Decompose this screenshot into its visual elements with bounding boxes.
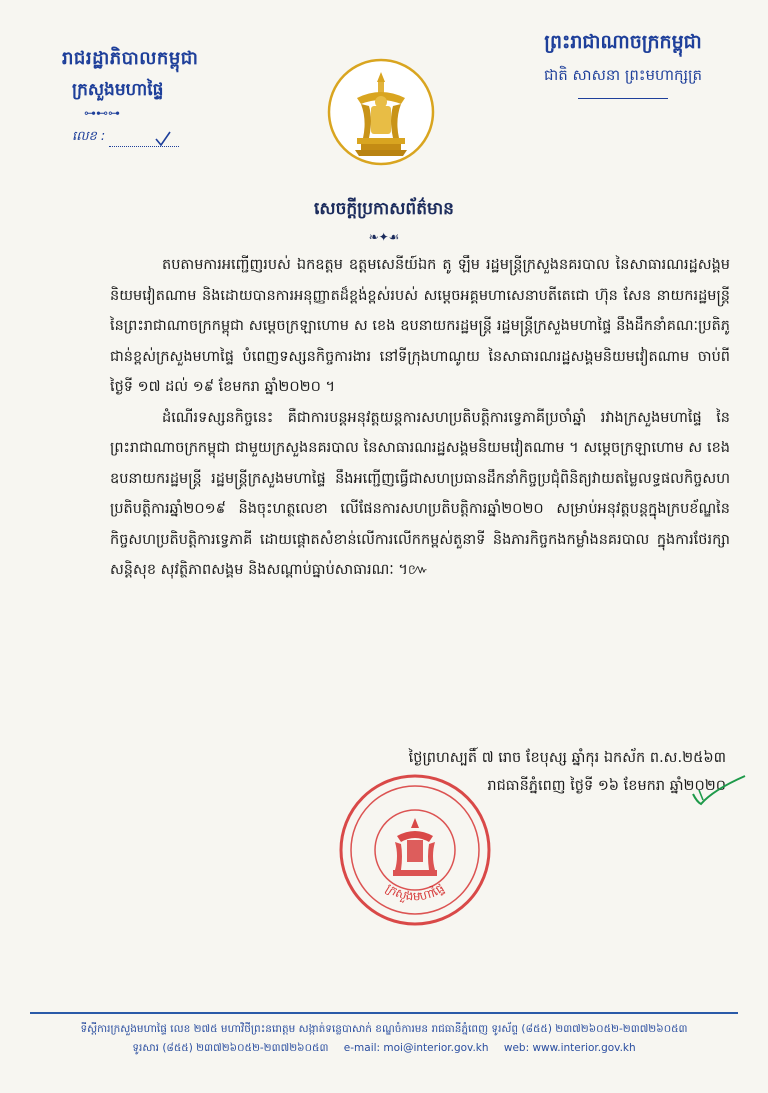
document-title: សេចក្តីប្រកាសព័ត៌មាន — [314, 199, 454, 219]
ministry-header — [62, 46, 242, 147]
paragraph: ដំណើរទស្សនកិច្ចនេះ គឺជាការបន្តអនុវត្តយន្តការសហប្រតិបត្តិការទ្វេភាគីប្រចាំឆ្នាំ រវាងក្រសួងមហាផ្ទៃ នៃព្រះរាជាណាចក្រកម្ពុជា ជាមួយក្រសួងនគរបាល នៃសាធារណរដ្ឋសង្គមនិយមវៀតណាម ។ សម្តេចក្រឡាហោម ស ខេង ឧបនាយករដ្ឋមន្ត្រី រដ្ឋមន្ត្រីក្រសួងមហាផ្ទៃ នឹងអញ្ជើញធ្វើជាសហប្រធានដឹកនាំកិច្ចប្រជុំពិនិត្យវាយតម្លៃលទ្ធផលកិច្ចសហប្រតិបត្តិការឆ្នាំ២០១៩ និងចុះហត្ថលេខា លើផែនការសហប្រតិបត្តិការឆ្នាំ២០២០ សម្រាប់អនុវត្តបន្តក្នុងក្របខ័ណ្ឌនៃកិច្ចសហប្រតិបត្តិការទ្វេភាគី ដោយផ្តោតសំខាន់លើការលើកកម្ពស់តួនាទី និងភារកិច្ចកងកម្លាំងនគរបាល ក្នុងការថែរក្សាសន្តិសុខ សុវត្ថិភាពសង្គម និងសណ្តាប់ធ្នាប់សាធារណៈ ។៚ — [110, 409, 730, 578]
checkmark-icon — [154, 131, 172, 147]
paragraph: តបតាមការអញ្ជើញរបស់ ឯកឧត្តម ឧត្តមសេនីយ៍ឯក តូ ឡឹម រដ្ឋមន្ត្រីក្រសួងនគរបាល នៃសាធារណរដ្ឋសង្គមនិយមវៀតណាម និងដោយបានការអនុញ្ញាតដ៏ខ្ពង់ខ្ពស់របស់ សម្តេចអគ្គមហាសេនាបតីតេជោ ហ៊ុន សែន នាយករដ្ឋមន្ត្រី នៃព្រះរាជាណាចក្រកម្ពុជា សម្តេចក្រឡាហោម ស ខេង ឧបនាយករដ្ឋមន្ត្រី រដ្ឋមន្ត្រីក្រសួងមហាផ្ទៃ នឹងដឹកនាំគណៈប្រតិភូជាន់ខ្ពស់ក្រសួងមហាផ្ទៃ បំពេញទស្សនកិច្ចការងារ នៅទីក្រុងហាណូយ នៃសាធារណរដ្ឋសង្គមនិយមវៀតណាម ចាប់ពីថ្ងៃទី ១៧ ដល់ ១៩ ខែមករា ឆ្នាំ២០២០ ។ — [110, 257, 730, 395]
motto-divider — [578, 98, 668, 99]
reference-label: លេខ : — [72, 129, 106, 144]
footer-contact — [30, 1012, 738, 1058]
document-body — [110, 250, 730, 586]
reference-number — [62, 128, 242, 147]
official-seal-icon — [335, 770, 495, 930]
kingdom-name: ព្រះរាជាណាចក្រកម្ពុជា — [544, 31, 702, 53]
footer-email[interactable]: e-mail: moi@interior.gov.kh — [343, 1042, 489, 1054]
title-ornament-icon: ❧✦☙ — [368, 230, 400, 244]
svg-text:ក្រសួងមហាផ្ទៃ — [383, 880, 446, 904]
ministry-name: ក្រសួងមហាផ្ទៃ — [72, 80, 164, 100]
national-motto: ជាតិ សាសនា ព្រះមហាក្សត្រ — [543, 66, 703, 84]
footer-address: ទីស្តីការក្រសួងមហាផ្ទៃ លេខ ២៧៥ មហាវិថីព្រះនរោត្តម សង្កាត់ទន្លេបាសាក់ ខណ្ឌចំការមន រាជធានីភ្នំពេញ ទូរស័ព្ទ (៨៥៥) ២៣៧២៦០៥២-២៣៧២៦០៥៣ — [80, 1023, 688, 1035]
lunar-date: ថ្ងៃព្រហស្បតិ៍ ៧ រោច ខែបុស្ស ឆ្នាំកុរ ឯកស័ក ព.ស.២៥៦៣ — [408, 750, 726, 766]
footer-web[interactable]: web: www.interior.gov.kh — [503, 1042, 636, 1054]
kingdom-header — [518, 30, 728, 99]
seal-text: ក្រសួងមហាផ្ទៃ — [383, 880, 447, 904]
footer-contact-line — [30, 1039, 738, 1058]
footer-fax: ទូរសារ (៨៥៥) ២៣៧២៦០៥២-២៣៧២៦០៥៣ — [132, 1042, 329, 1054]
royal-emblem-icon — [327, 58, 435, 166]
ornament-icon: ⊶⊷⊶ — [84, 106, 120, 120]
solar-date: រាជធានីភ្នំពេញ ថ្ងៃទី ១៦ ខែមករា ឆ្នាំ២០២០ — [487, 778, 726, 794]
ministry-org: រាជរដ្ឋាភិបាលកម្ពុជា — [62, 48, 199, 69]
check-signature-icon — [683, 772, 753, 812]
